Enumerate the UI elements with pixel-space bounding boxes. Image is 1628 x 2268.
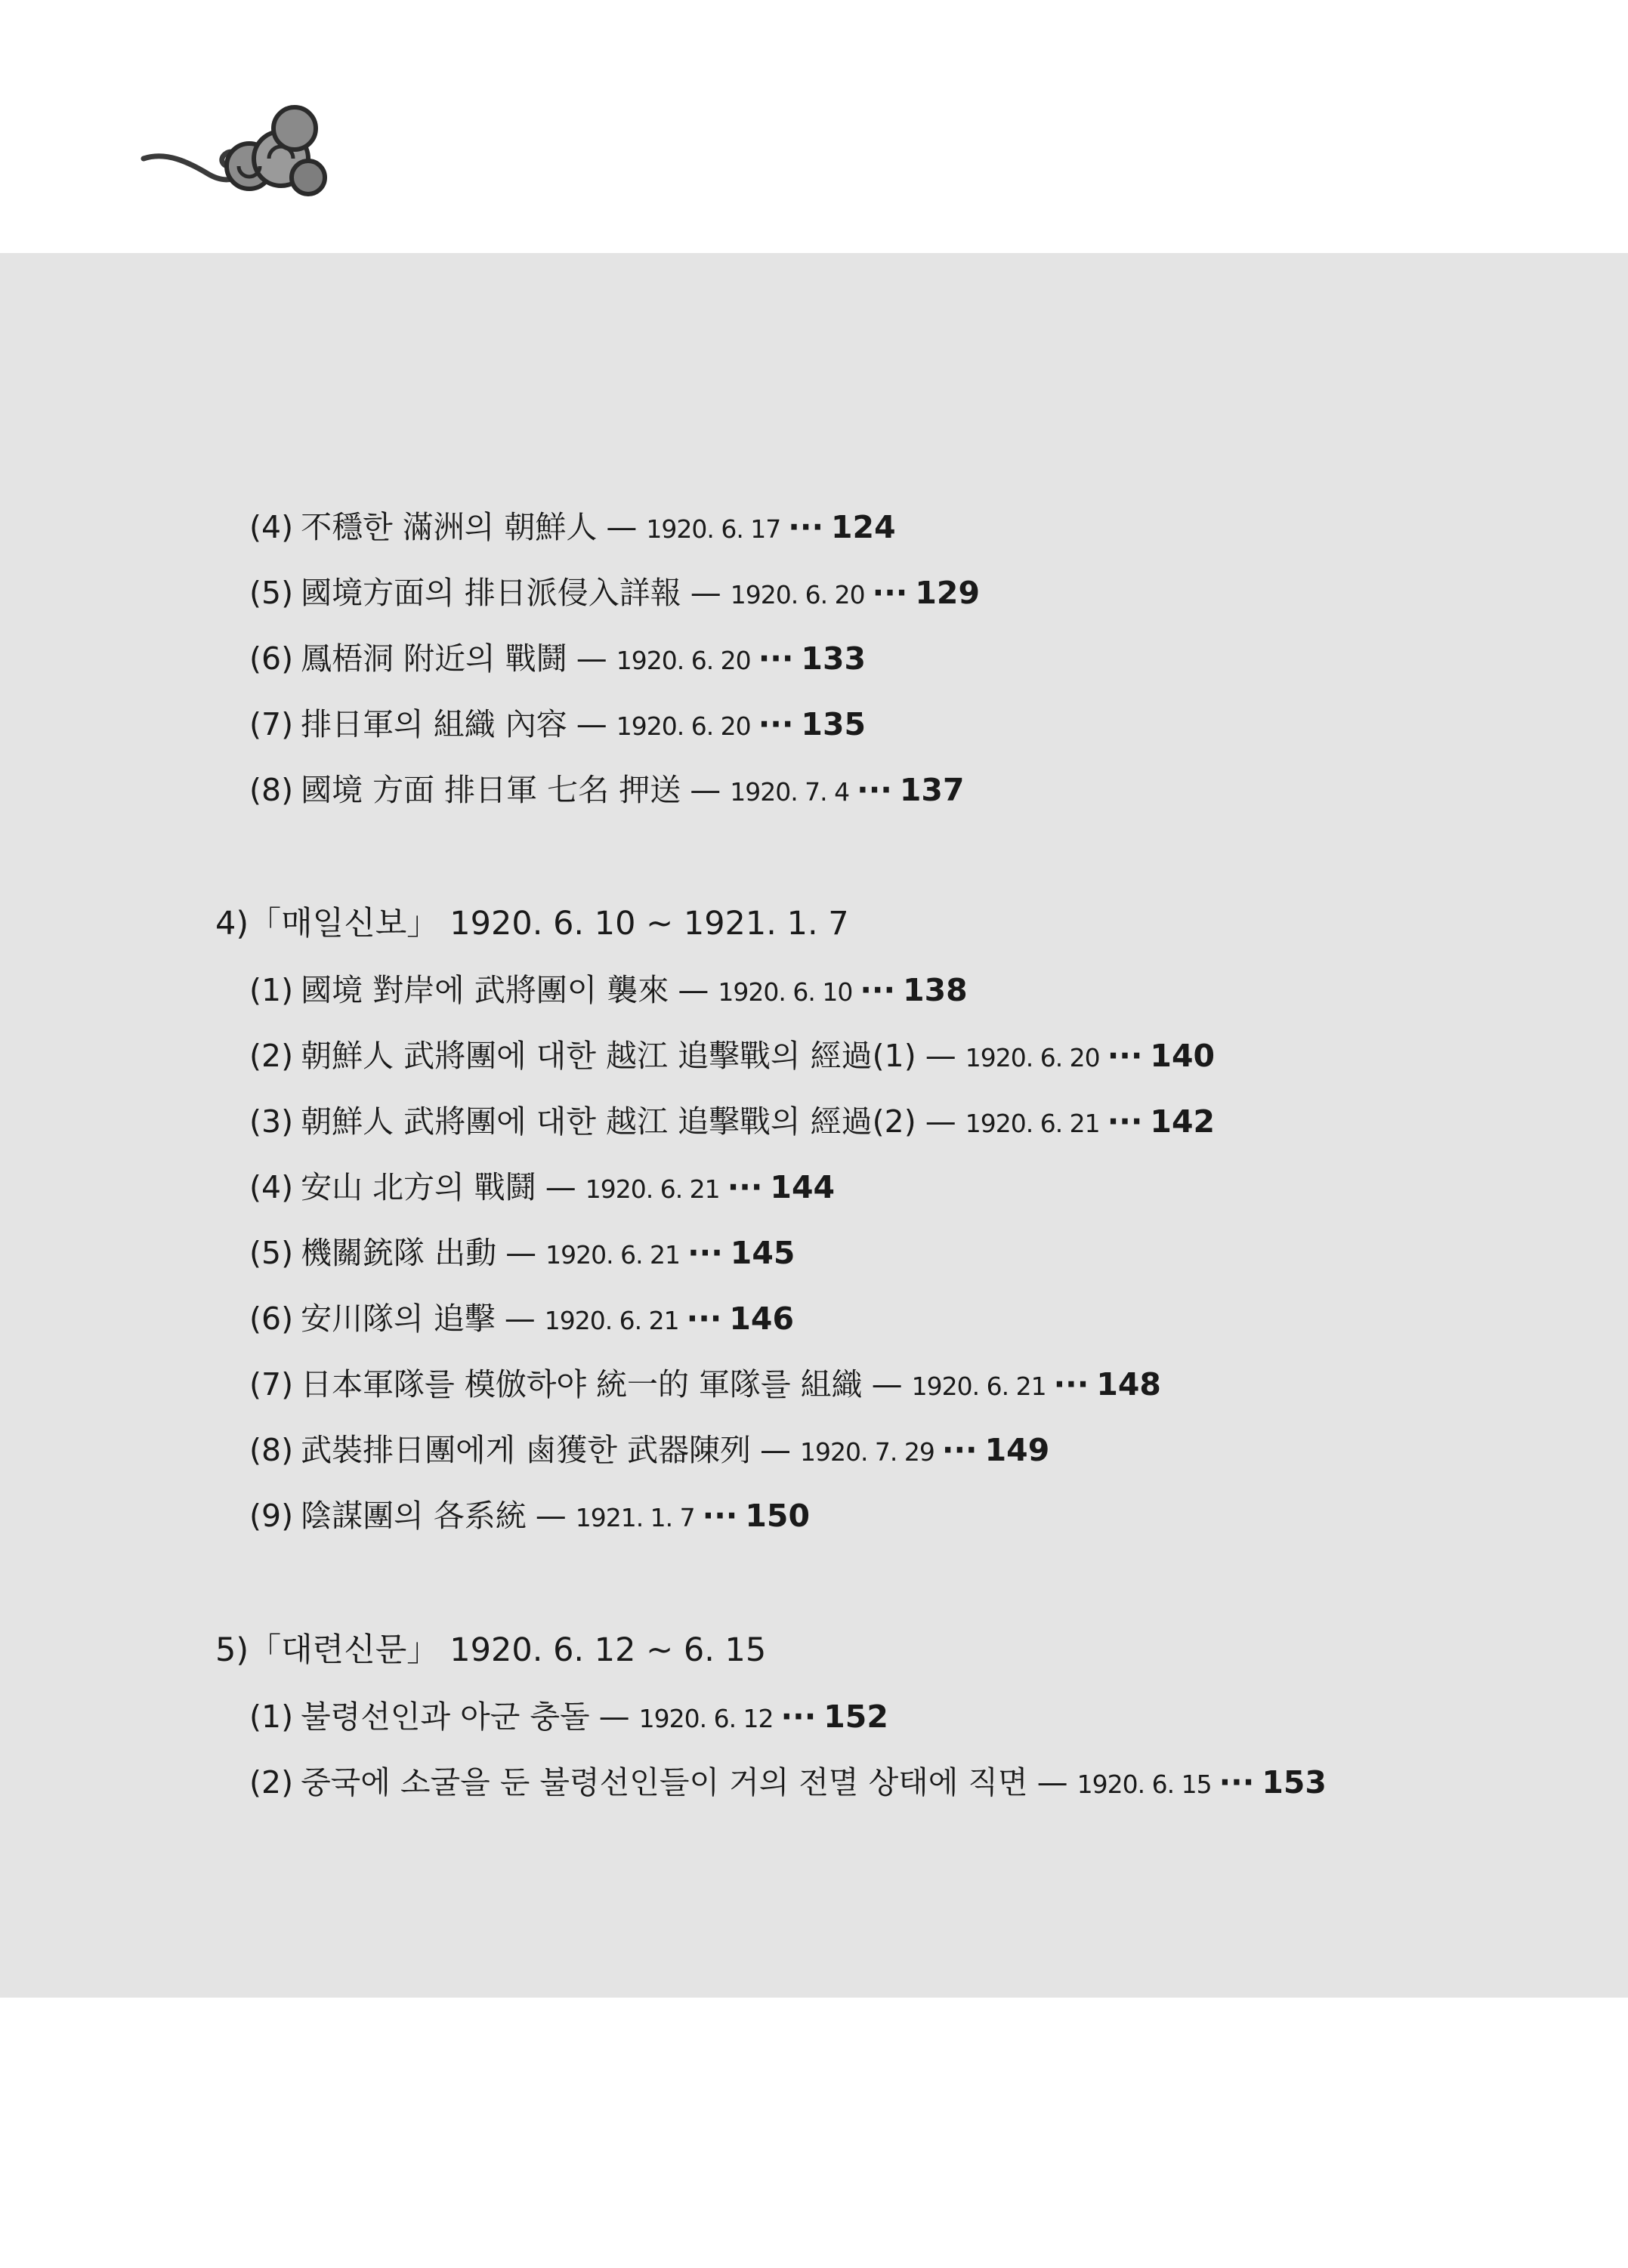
entry-page-number: 133 bbox=[801, 640, 867, 677]
toc-entry[interactable] bbox=[249, 1165, 835, 1212]
entry-page-number: 145 bbox=[730, 1235, 795, 1271]
entry-number: (2) bbox=[249, 1764, 294, 1801]
entry-date: 1920. 7. 29 bbox=[799, 1437, 934, 1467]
entry-title: 安川隊의 追擊 bbox=[301, 1301, 496, 1337]
entry-dash: — bbox=[759, 1432, 791, 1468]
entry-title: 불령선인과 아군 충돌 bbox=[301, 1699, 590, 1735]
toc-entry[interactable] bbox=[249, 570, 980, 618]
entry-dash: — bbox=[576, 640, 607, 677]
entry-number: (9) bbox=[249, 1498, 294, 1534]
entry-title: 機關銃隊 出動 bbox=[301, 1235, 497, 1271]
entry-leader: ··· bbox=[702, 1498, 738, 1534]
entry-leader: ··· bbox=[1107, 1103, 1143, 1140]
toc-entry[interactable] bbox=[249, 1296, 794, 1344]
entry-title: 國境 方面 排日軍 七名 押送 bbox=[301, 772, 681, 808]
entry-date: 1920. 6. 21 bbox=[545, 1240, 681, 1270]
entry-leader: ··· bbox=[727, 1169, 763, 1205]
entry-number: (2) bbox=[249, 1038, 294, 1074]
entry-leader: ··· bbox=[1107, 1038, 1143, 1074]
entry-date: 1921. 1. 7 bbox=[575, 1503, 695, 1532]
entry-dash: — bbox=[535, 1498, 567, 1534]
toc-entry[interactable] bbox=[249, 1230, 795, 1278]
section-heading bbox=[215, 1628, 766, 1673]
section-number: 5) bbox=[215, 1631, 249, 1669]
entry-page-number: 150 bbox=[745, 1498, 810, 1534]
entry-leader: ··· bbox=[1053, 1366, 1089, 1402]
entry-dash: — bbox=[1036, 1764, 1068, 1801]
entry-date: 1920. 6. 21 bbox=[965, 1109, 1100, 1138]
entry-title: 不穩한 滿洲의 朝鮮人 bbox=[301, 509, 598, 545]
entry-leader: ··· bbox=[687, 1235, 723, 1271]
section-title: 「대련신문」 bbox=[249, 1631, 440, 1669]
entry-leader: ··· bbox=[780, 1699, 817, 1735]
entry-page-number: 149 bbox=[984, 1432, 1050, 1468]
entry-dash: — bbox=[504, 1301, 536, 1337]
entry-number: (8) bbox=[249, 1432, 294, 1468]
entry-leader: ··· bbox=[941, 1432, 978, 1468]
toc-entry[interactable] bbox=[249, 1694, 888, 1742]
entry-title: 國境方面의 排日派侵入詳報 bbox=[301, 575, 681, 611]
entry-leader: ··· bbox=[758, 640, 794, 677]
toc-entry[interactable] bbox=[249, 702, 866, 749]
toc-entry[interactable] bbox=[249, 1760, 1327, 1807]
entry-leader: ··· bbox=[860, 972, 896, 1008]
entry-title: 朝鮮人 武將團에 대한 越江 追擊戰의 經過(1) bbox=[301, 1038, 916, 1074]
entry-dash: — bbox=[678, 972, 709, 1008]
entry-page-number: 138 bbox=[903, 972, 968, 1008]
entry-page-number: 129 bbox=[915, 575, 980, 611]
entry-title: 陰謀團의 各系統 bbox=[301, 1498, 527, 1534]
entry-date: 1920. 6. 21 bbox=[544, 1306, 679, 1335]
toc-entry[interactable] bbox=[249, 1099, 1215, 1146]
entry-dash: — bbox=[925, 1038, 956, 1074]
entry-leader: ··· bbox=[872, 575, 908, 611]
entry-number: (1) bbox=[249, 972, 294, 1008]
entry-page-number: 142 bbox=[1150, 1103, 1216, 1140]
entry-page-number: 144 bbox=[770, 1169, 836, 1205]
entry-page-number: 124 bbox=[831, 509, 896, 545]
entry-page-number: 152 bbox=[823, 1699, 888, 1735]
entry-number: (3) bbox=[249, 1103, 294, 1140]
toc-entry[interactable] bbox=[249, 1033, 1215, 1081]
section-date-range: 1920. 6. 10 ~ 1921. 1. 7 bbox=[449, 905, 849, 943]
toc-entry[interactable] bbox=[249, 505, 896, 552]
entry-leader: ··· bbox=[788, 509, 824, 545]
entry-date: 1920. 6. 12 bbox=[638, 1704, 774, 1733]
toc-entry[interactable] bbox=[249, 767, 964, 815]
entry-dash: — bbox=[690, 575, 721, 611]
entry-number: (7) bbox=[249, 1366, 294, 1402]
entry-date: 1920. 7. 4 bbox=[730, 777, 850, 807]
entry-number: (5) bbox=[249, 1235, 294, 1271]
entry-date: 1920. 6. 10 bbox=[718, 977, 853, 1007]
section-heading bbox=[215, 901, 849, 946]
toc-entry[interactable] bbox=[249, 1362, 1161, 1409]
entry-dash: — bbox=[925, 1103, 956, 1140]
toc-entry[interactable] bbox=[249, 1493, 810, 1541]
entry-title: 朝鮮人 武將團에 대한 越江 追擊戰의 經過(2) bbox=[301, 1103, 916, 1140]
entry-date: 1920. 6. 15 bbox=[1077, 1770, 1212, 1799]
entry-leader: ··· bbox=[857, 772, 892, 808]
section-date-range: 1920. 6. 12 ~ 6. 15 bbox=[449, 1631, 767, 1669]
entry-number: (5) bbox=[249, 575, 294, 611]
toc-entry[interactable] bbox=[249, 967, 968, 1015]
toc-entry[interactable] bbox=[249, 1427, 1049, 1475]
entry-date: 1920. 6. 17 bbox=[646, 514, 781, 544]
entry-title: 安山 北方의 戰鬪 bbox=[301, 1169, 536, 1205]
entry-title: 武裝排日團에게 鹵獲한 武器陳列 bbox=[301, 1432, 751, 1468]
entry-number: (7) bbox=[249, 706, 294, 742]
entry-number: (8) bbox=[249, 772, 294, 808]
entry-title: 鳳梧洞 附近의 戰鬪 bbox=[301, 640, 567, 677]
entry-number: (1) bbox=[249, 1699, 294, 1735]
entry-page-number: 137 bbox=[899, 772, 965, 808]
entry-dash: — bbox=[606, 509, 638, 545]
entry-date: 1920. 6. 20 bbox=[965, 1043, 1100, 1072]
entry-leader: ··· bbox=[758, 706, 794, 742]
toc-entry[interactable] bbox=[249, 636, 866, 683]
entry-date: 1920. 6. 20 bbox=[616, 646, 751, 675]
entry-number: (6) bbox=[249, 1301, 294, 1337]
entry-leader: ··· bbox=[1219, 1764, 1255, 1801]
section-title: 「매일신보」 bbox=[249, 905, 440, 943]
entry-number: (4) bbox=[249, 1169, 294, 1205]
entry-number: (4) bbox=[249, 509, 294, 545]
section-number: 4) bbox=[215, 905, 249, 943]
entry-page-number: 135 bbox=[801, 706, 867, 742]
entry-number: (6) bbox=[249, 640, 294, 677]
entry-title: 國境 對岸에 武將團이 襲來 bbox=[301, 972, 669, 1008]
entry-dash: — bbox=[598, 1699, 630, 1735]
entry-page-number: 140 bbox=[1150, 1038, 1216, 1074]
entry-page-number: 153 bbox=[1262, 1764, 1327, 1801]
entry-page-number: 148 bbox=[1096, 1366, 1161, 1402]
entry-title: 排日軍의 組織 內容 bbox=[301, 706, 567, 742]
entry-dash: — bbox=[871, 1366, 903, 1402]
entry-dash: — bbox=[576, 706, 607, 742]
entry-page-number: 146 bbox=[729, 1301, 794, 1337]
entry-date: 1920. 6. 21 bbox=[911, 1372, 1046, 1401]
entry-dash: — bbox=[505, 1235, 537, 1271]
entry-title: 日本軍隊를 模倣하야 統一的 軍隊를 組織 bbox=[301, 1366, 863, 1402]
entry-date: 1920. 6. 21 bbox=[585, 1174, 720, 1204]
entry-date: 1920. 6. 20 bbox=[616, 711, 751, 741]
entry-dash: — bbox=[690, 772, 721, 808]
entry-dash: — bbox=[545, 1169, 576, 1205]
entry-date: 1920. 6. 20 bbox=[730, 580, 865, 609]
entry-title: 중국에 소굴을 둔 불령선인들이 거의 전멸 상태에 직면 bbox=[301, 1764, 1028, 1801]
entry-leader: ··· bbox=[686, 1301, 722, 1337]
